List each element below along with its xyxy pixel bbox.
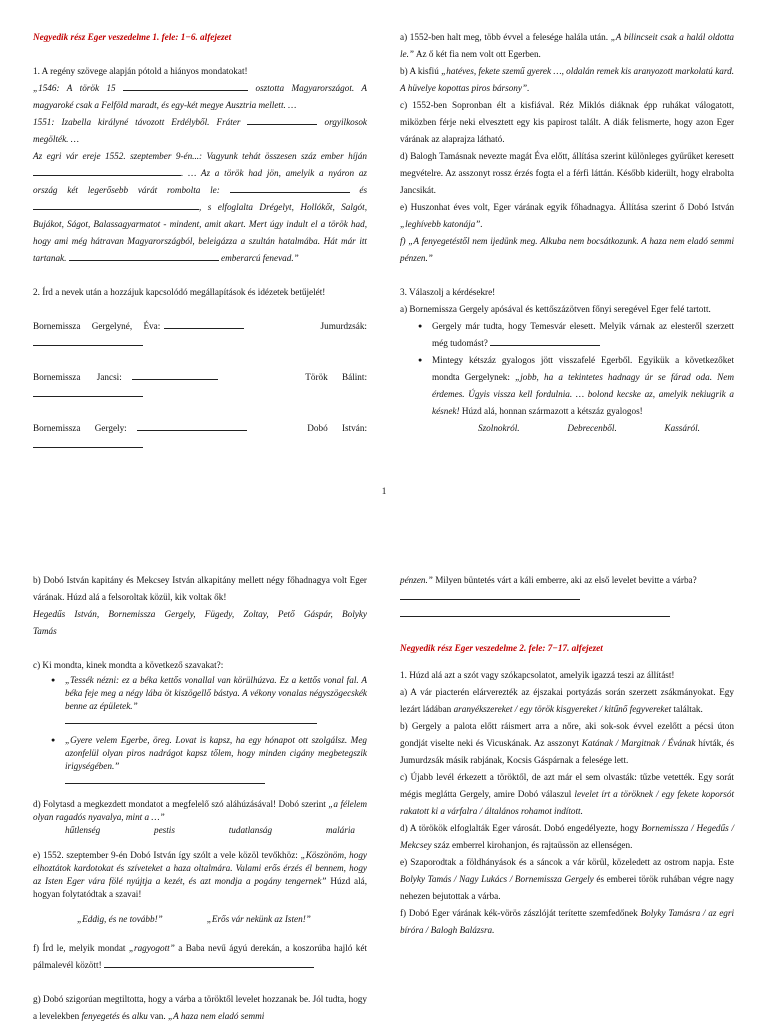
page1-right-column [400,29,734,437]
page2-left-column [33,572,367,1025]
statement-a: a) A vár piacterén elárverezték az éjszakai portyázás során szerzett zsákmányokat. Egy lezárt ládában aranyékszereket / egy török kisgyereket / kitűnő fegyvereket találtak. [400,687,734,714]
name-row: Bornemissza Gergelyné, Éva: Jumurdzsák: [33,318,367,335]
answer-line[interactable] [400,589,734,606]
officer-list: Hegedűs István, Bornemissza Gergely, Fügedy, Zoltay, Pető Gáspár, Bolyky Tamás [33,609,367,636]
option[interactable]: „Eddig, és ne tovább!” [77,914,163,924]
question-b: b) Dobó István kapitány és Mekcsey István alkapitány mellett négy főhadnagya volt Eger várának. Húzd alá a felsoroltak közül, kik voltak ők! [33,575,367,602]
quote-list [47,674,367,788]
answer-options [400,420,734,437]
question-3a: a) Bornemissza Gergely apósával és kettőszázötven főnyi seregével Eger felé tartott. [400,304,711,314]
question-d: d) Folytasd a megkezdett mondatot a megfelelő szó aláhúzásával! Dobó szerint „a félelem olyan ragadós nyavalya, mint a …” [33,799,367,822]
option[interactable]: tudatlanság [228,825,273,835]
option[interactable]: „Erős vár nekünk az Isten!” [206,914,311,924]
page-number: 1 [381,486,387,496]
question-e: e) 1552. szeptember 9-én Dobó István így szólt a vele közöl tevőkhöz: „Köszönöm, hogy elhoztátok kardotokat és szíveteket a haza oltalmára. Valami erős érzés él bennem, hogy az Isten Eger vára fölé nyújtja a kezét, és azt mondja a pogány tengernek” Húzd alá, hogyan folytatódtak a szavai! [33,850,368,899]
answer-blank[interactable] [65,713,317,724]
blank-1[interactable] [123,80,248,91]
answer-blank[interactable] [104,957,314,968]
option[interactable]: Szolnokról. [478,423,520,433]
statement-d: d) Balogh Tamásnak nevezte magát Éva előtt, állítása szerint különleges gyűrűket keresett megvételre. Az asszonyt rossz érzés fogta el a férfi láttán. Később kiderült, hogy elrabolta Jancsikát. [400,151,734,195]
name-blank[interactable] [164,318,244,329]
statement-a: a) 1552-ben halt meg, több évvel a felesége halála után. „A bilincseit csak a halál oldotta le.” Az ő két fia nem volt ott Egerben. [400,32,735,59]
option[interactable]: hűtlenség [65,825,101,835]
e-options [33,911,367,928]
question-f: f) Írd le, melyik mondat „ragyogott” a Baba nevű ágyú derekán, a koszorúba hajló két pálmalevél között! [33,943,368,970]
question-g: g) Dobó szigorúan megtiltotta, hogy a várba a töröktől levelet hozzanak be. Jól tudta, hogy a levelekben fenyegetés és alku van. „A haza nem eladó semmi [33,994,367,1021]
blank-2[interactable] [247,114,317,125]
blank-3[interactable] [33,165,181,176]
question-1-text: „1546: A török 15 osztotta Magyarországot. A magyaroké csak a Felföld maradt, és egy-két megye Ausztria mellett. … 1551: Izabella királyné távozott Erdélyből. Fráter orgyilkosok megölték. … Az egri vár ereje 1552. szeptember 9-én...: Vagyunk tehát összesen száz ember híján . … Az a török had jön, amelyik a nyáron az ország két legerősebb várát rombolta le: és , s elfoglalta Drégelyt, Hollókőt, Salgót, Bujákot, Ságot, Balassagyarmatot - mindent, amit akart. Mert úgy indult el a török had, hogy ami még hátravan Magyarországból, beleigázza a szultán hatalmába. Hát már itt tartanak. emberarcú fenevad.” [33,80,367,267]
statement-d: d) A törökök elfoglalták Eger városát. Dobó engedélyezte, hogy Bornemissza / Hegedűs / Mekcsey száz emberrel kirohanjon, és rajtaüssön az ellenségen. [400,823,735,850]
statement-f: f) Dobó Eger várának kék-vörös zászlóját terítette szemfedőnek Bolyky Tamásra / az egri bíróra / Balogh Balázsra. [400,908,735,935]
statement-e: e) Szaporodtak a földhányások és a sáncok a vár körül, közeledett az ostrom napja. Este Bolyky Tamás / Nagy Lukács / Bornemissza Gergely és emberei török ruhában végre nagy nehezen bejutottak a várba. [400,857,734,901]
option[interactable]: pestis [154,825,175,835]
question-3: 3. Válaszolj a kérdésekre! [400,287,496,297]
list-item: ● Mintegy kétszáz gyalogos jött visszafelé Egerből. Egyikük a következőket mondta Gergelynek: „jobb, ha a tekintetes hadnagy úr se fárad oda. Nem érdemes. Úgyis vissza kell fordulnia. … bolond kecske az, amelyik nekiugrik a késnek! Húzd alá, honnan származott a kétszáz gyalogos! [414,352,734,420]
page1-left-column [33,29,367,454]
name-row: Bornemissza Gergely: Dobó István: [33,420,367,437]
option[interactable]: malária [325,825,355,835]
statement-c: c) Újabb levél érkezett a töröktől, de azt már el sem olvasták: tűzbe vetették. Egy sorát mégis meglátta Gergely, amire Dobó válaszul levelet írt a töröknek / egy fekete koporsót rakatott ki a várfalra / általános rohamot indított. [400,772,735,816]
blank-5[interactable] [33,199,199,210]
blank-4[interactable] [230,182,350,193]
page2-right-column [400,572,734,939]
answer-blank[interactable] [65,773,265,784]
section-title: Negyedik rész Eger veszedelme 1. fele: 1−6. alfejezet [33,32,232,42]
statement-c: c) 1552-ben Sopronban élt a kisfiával. Réz Miklós diáknak épp ruhákat válogatott, miközben férje neki elvesztett egy kis papirost talált. A diák felismerte, hogy azon Eger várának az alaprajza látható. [400,100,734,144]
d-options [33,824,367,837]
question-g-continued: pénzen.” Milyen büntetés várt a káli emberre, aki az első levelet bevitte a várba? [400,575,697,585]
statement-e: e) Huszonhat éves volt, Eger várának egyik főhadnagya. Állítása szerint ő Dobó István „leghívebb katonája”. [400,202,734,229]
name-row: Bornemissza Jancsi: Török Bálint: [33,369,367,386]
name-row-line[interactable] [33,386,367,403]
quote-item: ● „Tessék nézni: ez a béka kettős vonallal van körülhúzva. Ez a kettős vonal fal. A béka feje meg a négy lába öt kiszögellő bástya. A vékony vonalas négyszögecskék benne az épületek.” [47,674,367,728]
name-row-line[interactable] [33,335,367,352]
option[interactable]: Kassáról. [664,423,700,433]
page-2 [0,572,768,1024]
list-item: ● Gergely már tudta, hogy Temesvár elesett. Melyik várnak az elesteről szerzett még tudomást? [414,318,734,352]
page-1 [0,0,768,505]
answer-line[interactable] [400,606,734,623]
answer-blank[interactable] [490,335,600,346]
section-title-2: Negyedik rész Eger veszedelme 2. fele: 7−17. alfejezet [400,643,603,653]
option[interactable]: Debrecenből. [567,423,617,433]
blank-6[interactable] [69,250,219,261]
statement-b: b) A kisfiú „hatéves, fekete szemű gyerek …, oldalán remek kis aranyozott markolatú kard. A hüvelye kopottas piros bársony”. [400,66,735,93]
name-blank[interactable] [132,369,218,380]
quote-item: ● „Gyere velem Egerbe, öreg. Lovat is kapsz, ha egy hónapot ott szolgálsz. Meg azonfelül olyan piros nadrágot kapsz tőlem, hogy minden cigány megbetegszik irigységében.” [47,734,367,788]
name-blank[interactable] [137,420,247,431]
question-1: 1. A regény szövege alapján pótold a hiányos mondatokat! [33,66,248,76]
question-c: c) Ki mondta, kinek mondta a következő szavakat?: [33,660,224,670]
name-row-line[interactable] [33,437,367,454]
statement-f: f) „A fenyegetéstől nem ijedünk meg. Alkuba nem bocsátkozunk. A haza nem eladó semmi pénzen.” [400,236,734,263]
question-3-list [414,318,734,420]
statement-b: b) Gergely a palota előtt ráismert arra a nőre, aki sok-sok évvel ezelőtt a pécsi úton gondját viselte neki és Vicuskának. Az asszonyt Katának / Margitnak / Évának hívták, és Jumurdzsák másik rabjának, Kocsis Gáspárnak a felesége lett. [400,721,735,765]
question-1: 1. Húzd alá azt a szót vagy szókapcsolatot, amelyik igazzá teszi az állítást! [400,670,675,680]
question-2: 2. Írd a nevek után a hozzájuk kapcsolódó megállapítások és idézetek betűjelét! [33,287,326,297]
